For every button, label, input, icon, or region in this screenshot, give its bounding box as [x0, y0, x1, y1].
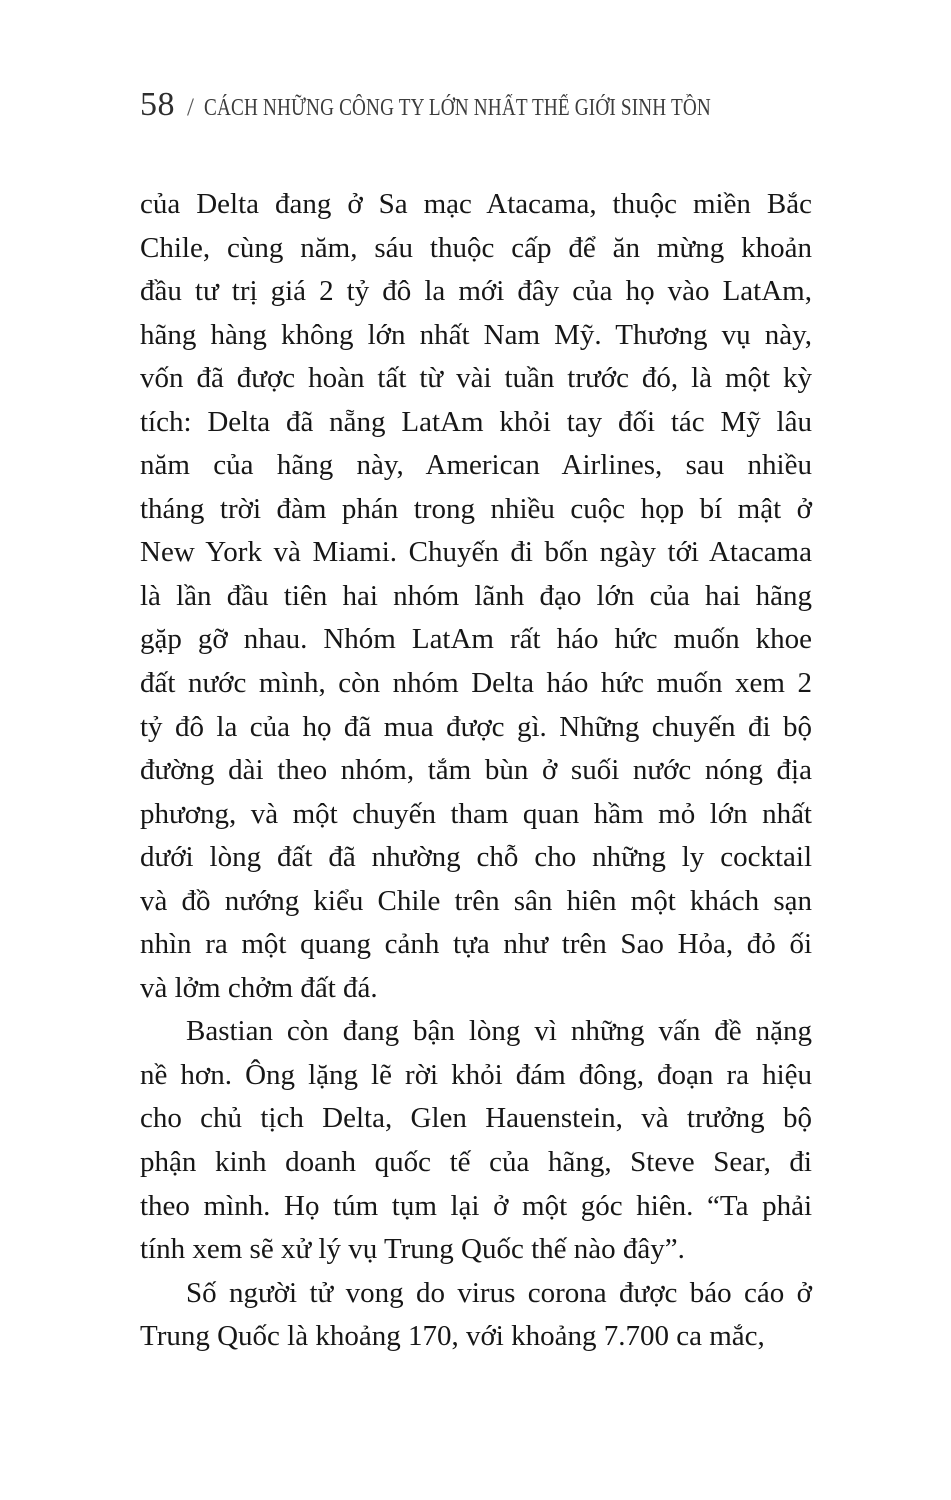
text-line: đất nước mình, còn nhóm Delta háo hức muốn xem 2 — [140, 667, 812, 700]
text-line: theo mình. Họ túm tụm lại ở một góc hiên. “Ta phải — [140, 1189, 812, 1222]
paragraph — [140, 1272, 812, 1359]
text-line: gặp gỡ nhau. Nhóm LatAm rất háo hức muốn khoe — [140, 623, 812, 656]
text-line: New York và Miami. Chuyến đi bốn ngày tới Atacama — [140, 536, 812, 569]
text-line: nề hơn. Ông lặng lẽ rời khỏi đám đông, đoạn ra hiệu — [140, 1058, 812, 1091]
text-line: là lần đầu tiên hai nhóm lãnh đạo lớn của hai hãng — [140, 579, 812, 612]
text-line: vốn đã được hoàn tất từ vài tuần trước đó, là một kỳ — [140, 362, 812, 395]
text-line: hãng hàng không lớn nhất Nam Mỹ. Thương vụ này, — [140, 318, 812, 351]
text-line: nhìn ra một quang cảnh tựa như trên Sao Hỏa, đỏ ối — [140, 928, 812, 961]
text-line: phận kinh doanh quốc tế của hãng, Steve Sear, đi — [140, 1146, 812, 1179]
text-line: tháng trời đàm phán trong nhiều cuộc họp bí mật ở — [140, 492, 812, 525]
running-header-title: CÁCH NHỮNG CÔNG TY LỚN NHẤT THẾ GIỚI SINH TỒN — [203, 95, 711, 121]
text-line: tích: Delta đã nẵng LatAm khỏi tay đối tác Mỹ lâu — [140, 405, 812, 438]
text-line: và đồ nướng kiểu Chile trên sân hiên một khách sạn — [140, 884, 812, 917]
text-line: của Delta đang ở Sa mạc Atacama, thuộc miền Bắc — [140, 188, 812, 220]
text-line: Chile, cùng năm, sáu thuộc cấp để ăn mừng khoản — [140, 231, 812, 264]
paragraph — [140, 183, 812, 1010]
text-line: và lởm chởm đất đá. — [140, 971, 378, 1004]
text-line: phương, và một chuyến tham quan hầm mỏ lớn nhất — [140, 797, 812, 830]
text-line: đầu tư trị giá 2 tỷ đô la mới đây của họ vào LatAm, — [140, 275, 812, 308]
text-line: Bastian còn đang bận lòng vì những vấn đề nặng — [186, 1015, 812, 1048]
text-line: dưới lòng đất đã nhường chỗ cho những ly cocktail — [140, 841, 812, 874]
text-line: Số người tử vong do virus corona được báo cáo ở — [186, 1276, 812, 1309]
header-slash-separator: / — [187, 94, 194, 121]
text-line: Trung Quốc là khoảng 170, với khoảng 7.700 ca mắc, — [140, 1320, 765, 1353]
running-header — [140, 86, 838, 124]
paragraph — [140, 1010, 812, 1271]
text-line: cho chủ tịch Delta, Glen Hauenstein, và trưởng bộ — [140, 1102, 812, 1135]
text-line: tỷ đô la của họ đã mua được gì. Những chuyến đi bộ — [140, 710, 812, 743]
text-line: đường dài theo nhóm, tắm bùn ở suối nước nóng địa — [140, 754, 812, 787]
page-number: 58 — [140, 86, 175, 123]
body-text — [140, 183, 812, 1359]
text-line: năm của hãng này, American Airlines, sau nhiều — [140, 449, 812, 482]
text-line: tính xem sẽ xử lý vụ Trung Quốc thế nào đây”. — [140, 1233, 685, 1266]
